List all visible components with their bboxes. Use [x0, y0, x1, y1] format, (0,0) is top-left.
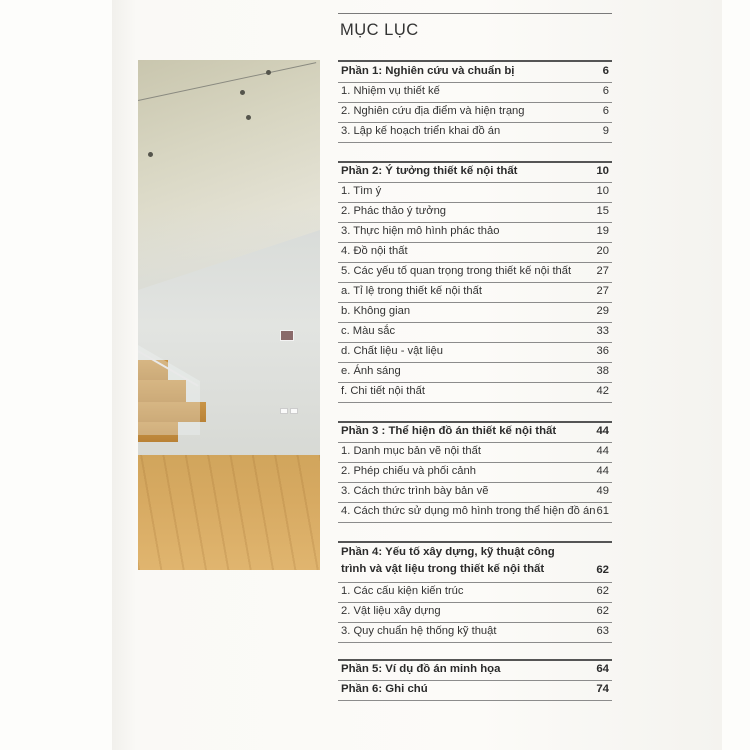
entry-title: b. Không gian: [341, 305, 411, 317]
page-number: 19: [596, 225, 609, 237]
toc-entry: [338, 362, 612, 383]
page-number: 63: [596, 625, 609, 637]
section-title: Phần 5: Ví dụ đồ án minh họa: [341, 663, 501, 675]
photo-outlet: [290, 408, 298, 414]
toc-section-heading: [338, 680, 612, 701]
photo-spotlight: [246, 115, 251, 120]
toc-entry: [338, 482, 612, 503]
page-number: 64: [596, 663, 609, 675]
toc-entry: [338, 622, 612, 643]
page-number: 15: [596, 205, 609, 217]
page-number: 61: [596, 505, 609, 517]
toc-entry: [338, 602, 612, 623]
toc-entry: [338, 262, 612, 283]
page-number: 20: [596, 245, 609, 257]
entry-title: 1. Nhiệm vụ thiết kế: [341, 85, 440, 97]
toc-entry: [338, 302, 612, 323]
top-rule: [338, 13, 612, 14]
toc-section-heading: [338, 162, 612, 183]
toc-entry: [338, 102, 612, 123]
toc-entry: [338, 122, 612, 143]
toc-section-heading: [338, 422, 612, 443]
photo-spotlight: [240, 90, 245, 95]
page-number: 27: [596, 265, 609, 277]
photo-floor-grain: [138, 455, 320, 570]
entry-title: 1. Các cấu kiện kiến trúc: [341, 585, 464, 597]
page-number: 6: [602, 85, 609, 97]
toc-entry: [338, 202, 612, 223]
entry-title: 3. Lập kế hoạch triển khai đồ án: [341, 125, 501, 137]
entry-title: 4. Đồ nội thất: [341, 245, 408, 257]
photo-outlet: [280, 408, 288, 414]
section-title: Phần 2: Ý tưởng thiết kế nội thất: [341, 165, 518, 177]
entry-title: a. Tỉ lệ trong thiết kế nội thất: [341, 285, 482, 297]
entry-title: 3. Cách thức trình bày bản vẽ: [341, 485, 489, 497]
toc-entry: [338, 582, 612, 603]
entry-title: 1. Danh mục bản vẽ nội thất: [341, 445, 481, 457]
page-number: 62: [596, 564, 609, 576]
page-number: 27: [596, 285, 609, 297]
page-number: 62: [596, 605, 609, 617]
toc-entry: [338, 442, 612, 463]
toc-entry: [338, 82, 612, 103]
toc-entry: [338, 502, 612, 523]
entry-title: 3. Thực hiện mô hình phác thảo: [341, 225, 500, 237]
page-number: 36: [596, 345, 609, 357]
entry-title: 1. Tìm ý: [341, 185, 382, 197]
page-number: 33: [596, 325, 609, 337]
entry-title: f. Chi tiết nội thất: [341, 385, 425, 397]
page-number: 62: [596, 585, 609, 597]
entry-title: d. Chất liệu - vật liệu: [341, 345, 443, 357]
entry-title: 3. Quy chuẩn hệ thống kỹ thuật: [341, 625, 497, 637]
page-number: 38: [596, 365, 609, 377]
toc-section-heading: [338, 542, 612, 583]
section-title: Phần 6: Ghi chú: [341, 683, 428, 695]
page-number: 10: [596, 185, 609, 197]
section-title: Phần 4: Yếu tố xây dựng, kỹ thuật công trình và vật liệu trong thiết kế nội thất: [341, 546, 555, 575]
page-number: 74: [596, 683, 609, 695]
photo-spotlight: [148, 152, 153, 157]
entry-title: e. Ánh sáng: [341, 365, 401, 377]
page-number: 44: [596, 425, 609, 437]
page-number: 9: [602, 125, 609, 137]
entry-title: 5. Các yếu tố quan trọng trong thiết kế nội thất: [341, 265, 572, 277]
entry-title: c. Màu sắc: [341, 325, 396, 337]
toc-section-heading: [338, 62, 612, 83]
section-title: Phần 3 : Thể hiện đồ án thiết kế nội thất: [341, 425, 557, 437]
toc-entry: [338, 462, 612, 483]
page-number: 6: [602, 105, 609, 117]
photo-wall-switch: [280, 330, 294, 341]
entry-title: 2. Nghiên cứu địa điểm và hiện trạng: [341, 105, 525, 117]
page-number: 49: [596, 485, 609, 497]
entry-title: 2. Phác thảo ý tưởng: [341, 205, 447, 217]
entry-title: 4. Cách thức sử dụng mô hình trong thể hiện đồ án: [341, 505, 596, 517]
toc-entry: [338, 182, 612, 203]
toc-entry: [338, 322, 612, 343]
page-number: 10: [596, 165, 609, 177]
interior-staircase-photo: [138, 60, 320, 570]
toc-section-heading: [338, 660, 612, 681]
page-number: 44: [596, 465, 609, 477]
section-title: Phần 1: Nghiên cứu và chuẩn bị: [341, 65, 515, 77]
toc-entry: [338, 242, 612, 263]
toc-entry: [338, 342, 612, 363]
toc-entry: [338, 222, 612, 243]
toc-entry: [338, 282, 612, 303]
page-number: 6: [602, 65, 609, 77]
entry-title: 2. Phép chiếu và phối cảnh: [341, 465, 476, 477]
toc-entry: [338, 382, 612, 403]
toc-title: MỤC LỤC: [340, 21, 419, 39]
entry-title: 2. Vật liệu xây dựng: [341, 605, 441, 617]
page-number: 44: [596, 445, 609, 457]
photo-spotlight: [266, 70, 271, 75]
page-number: 42: [596, 385, 609, 397]
page-number: 29: [596, 305, 609, 317]
